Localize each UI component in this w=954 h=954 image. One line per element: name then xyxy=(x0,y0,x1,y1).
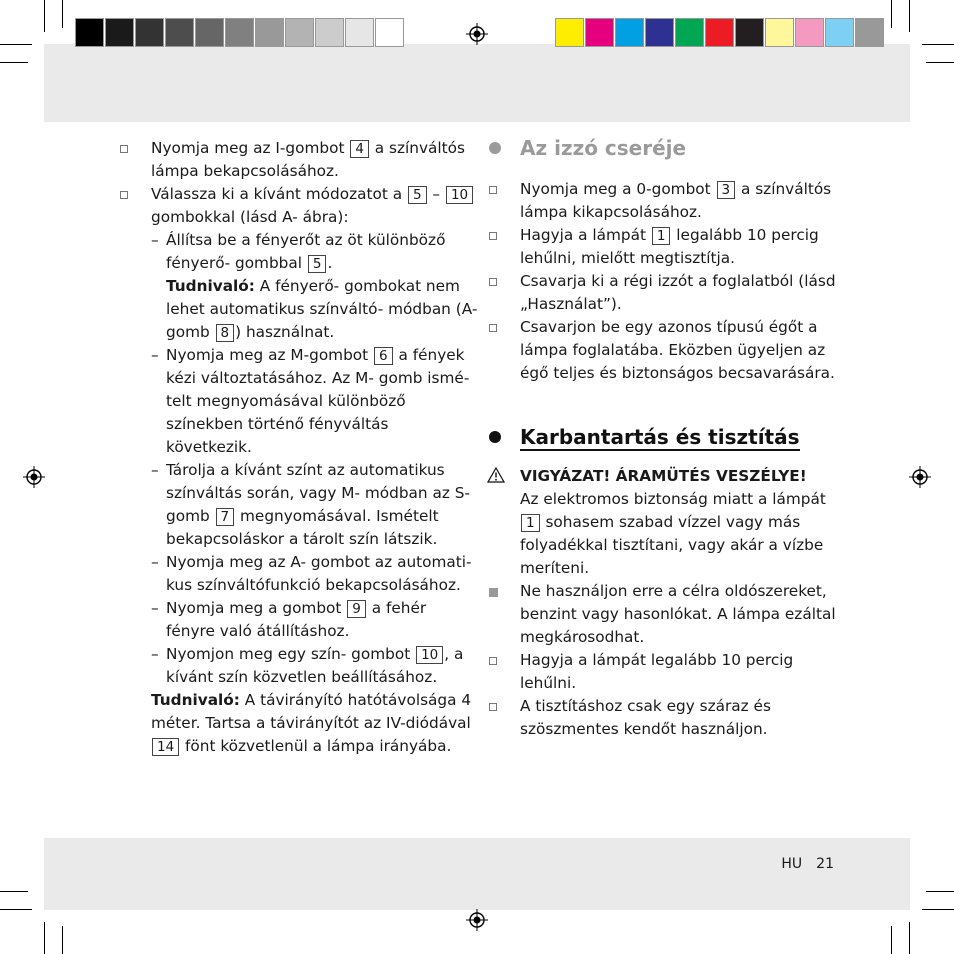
warning-triangle-icon xyxy=(487,467,505,483)
part-number: 4 xyxy=(350,140,369,158)
checkbox-bullet-icon xyxy=(120,145,128,153)
part-number: 9 xyxy=(347,600,366,618)
color-swatch xyxy=(615,18,644,47)
checkbox-bullet-icon xyxy=(489,324,497,332)
part-number: 6 xyxy=(374,347,393,365)
list-item: A tisztításhoz csak egy száraz és szöszmentes kendőt használjon. xyxy=(487,695,847,741)
list-item: Csavarja ki a régi izzót a foglalatból (lásd „Használat”). xyxy=(487,270,847,316)
color-swatch xyxy=(225,18,254,47)
part-number: 5 xyxy=(308,255,327,273)
section-heading: Karbantartás és tisztítás xyxy=(487,423,847,451)
page-footer xyxy=(767,856,834,872)
sub-item: – Nyomja meg az A- gombot az automatikus színváltófunkció bekapcsolásához. xyxy=(151,553,472,594)
part-number: 8 xyxy=(216,324,235,342)
color-swatch xyxy=(105,18,134,47)
color-swatch xyxy=(735,18,764,47)
checkbox-bullet-icon xyxy=(489,232,497,240)
sub-item: – Nyomjon meg egy szín- gombot 10 , a kívánt szín közvetlen beállításához. xyxy=(151,645,464,686)
part-number: 7 xyxy=(216,508,235,526)
section-heading: Az izzó cseréje xyxy=(487,134,847,162)
bullet-dot-icon xyxy=(489,431,501,443)
page-number: 21 xyxy=(816,856,834,872)
color-swatch xyxy=(795,18,824,47)
registration-mark-icon xyxy=(23,466,45,488)
language-code: HU xyxy=(781,856,803,872)
color-swatch xyxy=(75,18,104,47)
list-item: Válassza ki a kívánt módozatot a 5 – 10 gombokkal (lásd A- ábra): – Állítsa be a fényerőt az öt különböző fényerő- gombbal 5 . Tudnivaló: A fényerő- gombokat nem lehet automatikus színváltó- módban (A-gomb 8 ) használnat. – Nyomja meg az M-gombot 6 a fények kézi változtatásához. Az M- gomb ismételt megnyomásával különböző színekben történő fényváltás következik. – Tárolja a kívánt színt az automatikus színváltás során, vagy M- módban az S-gomb 7 megnyomásával. Ismételt bekapcsoláskor a tárolt szín látszik. – Nyomja meg az A- gombot az automatikus színváltófunkció bekapcsolásához. – Nyomja meg a gombot 9 a fehér fényre való átállításhoz. – Nyomjon meg egy szín- gombot 10 , a kívánt szín közvetlen beállításához. xyxy=(118,183,478,689)
warning-item: VIGYÁZAT! ÁRAMÜTÉS VESZÉLYE! Az elektromos biztonság miatt a lámpát 1 sohasem szabad vízzel vagy más folyadékkal tisztítani, vagy akár a vízbe meríteni. xyxy=(487,465,847,580)
registration-mark-icon xyxy=(466,23,488,45)
registration-mark-icon xyxy=(466,909,488,931)
color-swatch xyxy=(195,18,224,47)
sub-item: – Tárolja a kívánt színt az automatikus színváltás során, vagy M- módban az S-gomb 7 megnyomásával. Ismételt bekapcsoláskor a tárolt szín látszik. xyxy=(151,461,470,548)
color-swatch xyxy=(555,18,584,47)
filled-square-bullet-icon xyxy=(489,588,498,597)
color-swatch xyxy=(255,18,284,47)
list-item: Nyomja meg a 0-gombot 3 a színváltós lámpa kikapcsolásához. xyxy=(487,178,847,224)
note: Tudnivaló: A távirányító hatótávolsága 4 méter. Tartsa a távirányítót az IV-diódával 14 fönt közvetlenül a lámpa irányába. xyxy=(151,691,472,755)
part-number: 5 xyxy=(408,186,427,204)
checkbox-bullet-icon xyxy=(489,703,497,711)
color-swatch xyxy=(675,18,704,47)
bullet-dot-icon xyxy=(489,142,501,154)
checkbox-bullet-icon xyxy=(489,186,497,194)
color-swatch xyxy=(585,18,614,47)
color-swatch xyxy=(285,18,314,47)
list-item: Ne használjon erre a célra oldószereket, benzint vagy hasonlókat. A lámpa ezáltal megkárosodhat. xyxy=(487,580,847,649)
registration-mark-icon xyxy=(909,466,931,488)
part-number: 1 xyxy=(521,514,540,532)
color-swatch xyxy=(165,18,194,47)
part-number: 1 xyxy=(652,227,671,245)
process-color-bar xyxy=(555,18,885,48)
sub-item: – Nyomja meg a gombot 9 a fehér fényre való átállításhoz. xyxy=(151,599,427,640)
color-swatch xyxy=(855,18,884,47)
left-column xyxy=(118,137,478,758)
part-number: 10 xyxy=(446,186,473,204)
color-swatch xyxy=(645,18,674,47)
color-swatch xyxy=(135,18,164,47)
top-band xyxy=(44,44,910,122)
checkbox-bullet-icon xyxy=(489,657,497,665)
list-item: Hagyja a lámpát legalább 10 percig lehűlni. xyxy=(487,649,847,695)
sub-item: – Állítsa be a fényerőt az öt különböző fényerő- gombbal 5 . xyxy=(151,231,446,272)
bottom-band xyxy=(44,838,910,910)
list-item: Hagyja a lámpát 1 legalább 10 percig lehűlni, mielőtt megtisztítja. xyxy=(487,224,847,270)
part-number: 3 xyxy=(717,181,736,199)
list-item: Nyomja meg az I-gombot 4 a színváltós lámpa bekapcsolásához. xyxy=(118,137,478,183)
color-swatch xyxy=(765,18,794,47)
right-column xyxy=(487,134,847,741)
color-swatch xyxy=(345,18,374,47)
color-swatch xyxy=(705,18,734,47)
color-swatch xyxy=(315,18,344,47)
note: Tudnivaló: A fényerő- gombokat nem lehet automatikus színváltó- módban (A-gomb 8 ) használnat. xyxy=(166,277,478,341)
checkbox-bullet-icon xyxy=(120,191,128,199)
part-number: 14 xyxy=(152,738,179,756)
part-number: 10 xyxy=(416,646,443,664)
color-swatch xyxy=(375,18,404,47)
sub-item: – Nyomja meg az M-gombot 6 a fények kézi változtatásához. Az M- gomb ismételt megnyomásával különböző színekben történő fényváltás következik. xyxy=(151,346,470,456)
list-item: Csavarjon be egy azonos típusú égőt a lámpa foglalatába. Eközben ügyeljen az égő teljes és biztonságos becsavarására. xyxy=(487,316,847,385)
checkbox-bullet-icon xyxy=(489,278,497,286)
grayscale-color-bar xyxy=(75,18,405,48)
color-swatch xyxy=(825,18,854,47)
